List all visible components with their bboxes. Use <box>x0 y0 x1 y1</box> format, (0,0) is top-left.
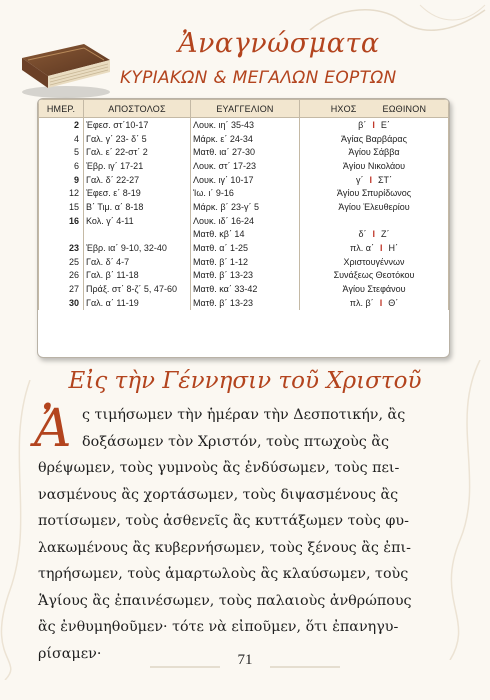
cell-evangelion: Ματθ. β΄ 13-23 <box>191 269 300 283</box>
cell-apostolos <box>84 228 191 242</box>
cell-evangelion: Μάρκ. ε΄ 24-34 <box>191 132 300 146</box>
separator-mark: I <box>379 297 383 308</box>
page-number-ornament-right <box>270 666 340 668</box>
cell-eothinon: ΣΤ΄ <box>377 174 393 185</box>
text-line: Ἁγίους ἂς ἐπαινέσωμεν, τοὺς παλαιοὺς ἀνθρώπους <box>38 592 412 609</box>
text-line: λακωμένους ἂς κυβερνήσωμεν, τοὺς ξένους ἂς ἐπι- <box>38 539 411 556</box>
cell-feast-note: Ἁγίου Στεφάνου <box>342 284 406 295</box>
text-line: ρίσαμεν· <box>38 645 102 662</box>
separator-mark: I <box>372 229 376 240</box>
cell-echos-eothinon <box>300 200 449 214</box>
cell-evangelion: Ματθ. κβ΄ 14 <box>191 228 300 242</box>
cell-feast-note: Ἁγίου Σάββα <box>348 147 400 158</box>
table-row <box>39 200 449 214</box>
cell-echos: β΄ <box>358 119 367 130</box>
cell-apostolos: Γαλ. α΄ 11-19 <box>84 296 191 310</box>
cell-day: 2 <box>39 118 84 132</box>
body-text <box>38 402 454 667</box>
table-row <box>39 145 449 159</box>
cell-echos: πλ. β΄ <box>349 297 374 308</box>
table-row <box>39 296 449 310</box>
cell-echos-eothinon <box>300 132 449 146</box>
cell-day: 9 <box>39 173 84 187</box>
cell-apostolos: Ἐφεσ. στ΄10-17 <box>84 118 191 132</box>
table-row <box>39 228 449 242</box>
header-echos-eothinon <box>300 100 449 118</box>
cell-evangelion: Λουκ. ιδ΄ 16-24 <box>191 214 300 228</box>
header-evangelion: ΕΥΑΓΓΕΛΙΟΝ <box>191 100 300 118</box>
readings-table <box>37 98 450 358</box>
table-row <box>39 186 449 200</box>
table-row <box>39 173 449 187</box>
cell-day: 30 <box>39 296 84 310</box>
cell-eothinon: Θ΄ <box>388 297 399 308</box>
cell-apostolos: Γαλ. ε΄ 22-στ΄ 2 <box>84 145 191 159</box>
table-row <box>39 255 449 269</box>
cell-apostolos: Κολ. γ΄ 4-11 <box>84 214 191 228</box>
cell-echos: πλ. α΄ <box>350 243 374 254</box>
table-row <box>39 159 449 173</box>
header-apostolos: ΑΠΟΣΤΟΛΟΣ <box>84 100 191 118</box>
cell-apostolos: Ἑβρ. ιγ΄ 17-21 <box>84 159 191 173</box>
cell-day <box>39 228 84 242</box>
cell-echos-eothinon <box>300 241 449 255</box>
cell-echos-eothinon <box>300 145 449 159</box>
cell-day: 5 <box>39 145 84 159</box>
page-number: 71 <box>237 652 253 668</box>
separator-mark: I <box>379 243 383 254</box>
cell-apostolos: Ἐφεσ. ε΄ 8-19 <box>84 186 191 200</box>
cell-evangelion: Μάρκ. β΄ 23-γ΄ 5 <box>191 200 300 214</box>
table-row <box>39 132 449 146</box>
drop-cap: Ἀ <box>34 399 72 459</box>
cell-echos-eothinon <box>300 186 449 200</box>
text-line: ποτίσωμεν, τοὺς ἀσθενεῖς ἂς κυττάξωμεν τοὺς φυ- <box>38 513 409 529</box>
cell-echos: δ΄ <box>358 229 367 240</box>
cell-day: 4 <box>39 132 84 146</box>
header-day: ΗΜΕΡ. <box>39 100 84 118</box>
cell-feast-note: Ἁγίας Βαρβάρας <box>341 133 407 144</box>
cell-day: 23 <box>39 241 84 255</box>
cell-echos-eothinon <box>300 214 449 228</box>
text-line: τηρήσωμεν, τοὺς ἁμαρτωλοὺς ἂς κλαύσωμεν, τοὺς <box>38 566 409 582</box>
text-line: ἂς ἐνθυμηθοῦμεν· τότε νὰ εἰποῦμεν, ὅτι ἐπανηγυ- <box>38 619 399 635</box>
cell-feast-note: Χριστουγέννων <box>343 256 405 267</box>
page-title: Ἀναγνώσματα <box>178 28 380 59</box>
cell-day: 15 <box>39 200 84 214</box>
table-row <box>39 214 449 228</box>
text-line: νασμένους ἂς χορτάσωμεν, τοὺς διψασμένους ἂς <box>38 486 399 503</box>
header-echos: ΗΧΟΣ <box>330 103 357 114</box>
separator-mark: I <box>372 119 375 130</box>
cell-apostolos: Γαλ. δ΄ 22-27 <box>84 173 191 187</box>
cell-apostolos: Πράξ. στ΄ 8-ζ΄ 5, 47-60 <box>84 282 191 296</box>
text-line: δοξάσωμεν τὸν Χριστόν, τοὺς πτωχοὺς ἂς <box>82 433 389 450</box>
table-header-row <box>39 100 449 118</box>
cell-day: 27 <box>39 282 84 296</box>
cell-echos: γ΄ <box>355 174 364 185</box>
cell-evangelion: Ἰω. ι΄ 9-16 <box>191 186 300 200</box>
cell-evangelion: Ματθ. β΄ 13-23 <box>191 296 300 310</box>
book-icon <box>14 20 114 100</box>
table-row <box>39 269 449 283</box>
header-eothinon: ΕΩΘΙΝΟΝ <box>382 103 427 114</box>
text-line: ς τιμήσωμεν τὴν ἡμέραν τὴν Δεσποτικήν, ἂς <box>82 407 406 423</box>
cell-echos-eothinon <box>300 296 449 310</box>
table-row <box>39 118 449 132</box>
cell-apostolos: Β΄ Τιμ. α΄ 8-18 <box>84 200 191 214</box>
page-subtitle: ΚΥΡΙΑΚΩΝ & ΜΕΓΑΛΩΝ ΕΟΡΤΩΝ <box>120 68 397 88</box>
cell-day: 16 <box>39 214 84 228</box>
table-row <box>39 241 449 255</box>
cell-feast-note: Συνάξεως Θεοτόκου <box>333 270 415 281</box>
cell-echos-eothinon <box>300 118 449 132</box>
cell-apostolos: Ἑβρ. ια΄ 9-10, 32-40 <box>84 241 191 255</box>
cell-evangelion: Ματθ. α΄ 1-25 <box>191 241 300 255</box>
cell-evangelion: Ματθ. κα΄ 33-42 <box>191 282 300 296</box>
cell-feast-note: Ἁγίου Ἐλευθερίου <box>338 201 410 212</box>
cell-eothinon: Ζ΄ <box>381 229 390 240</box>
cell-evangelion: Ματθ. ια΄ 27-30 <box>191 145 300 159</box>
cell-evangelion: Λουκ. ιγ΄ 10-17 <box>191 173 300 187</box>
table-body <box>39 118 449 310</box>
section-heading: Εἰς τὴν Γέννησιν τοῦ Χριστοῦ <box>68 368 422 394</box>
cell-day: 26 <box>39 269 84 283</box>
cell-apostolos: Γαλ. δ΄ 4-7 <box>84 255 191 269</box>
cell-evangelion: Λουκ. ιη΄ 35-43 <box>191 118 300 132</box>
cell-eothinon: Ε΄ <box>380 119 390 130</box>
cell-day: 25 <box>39 255 84 269</box>
text-line: θρέψωμεν, τοὺς γυμνοὺς ἂς ἐνδύσωμεν, τοὺς πει- <box>38 460 400 476</box>
cell-feast-note: Ἁγίου Σπυρίδωνος <box>336 188 412 199</box>
cell-day: 12 <box>39 186 84 200</box>
table-row <box>39 282 449 296</box>
cell-eothinon: Η΄ <box>388 243 398 254</box>
cell-evangelion: Λουκ. στ΄ 17-23 <box>191 159 300 173</box>
cell-evangelion: Ματθ. β΄ 1-12 <box>191 255 300 269</box>
cell-apostolos: Γαλ. γ΄ 23- δ΄ 5 <box>84 132 191 146</box>
cell-day: 6 <box>39 159 84 173</box>
cell-echos-eothinon <box>300 282 449 296</box>
separator-mark: I <box>369 174 372 185</box>
cell-echos-eothinon <box>300 269 449 283</box>
cell-echos-eothinon <box>300 173 449 187</box>
cell-feast-note: Ἁγίου Νικολάου <box>342 160 406 171</box>
cell-echos-eothinon <box>300 228 449 242</box>
cell-apostolos: Γαλ. β΄ 11-18 <box>84 269 191 283</box>
cell-echos-eothinon <box>300 159 449 173</box>
cell-echos-eothinon <box>300 255 449 269</box>
